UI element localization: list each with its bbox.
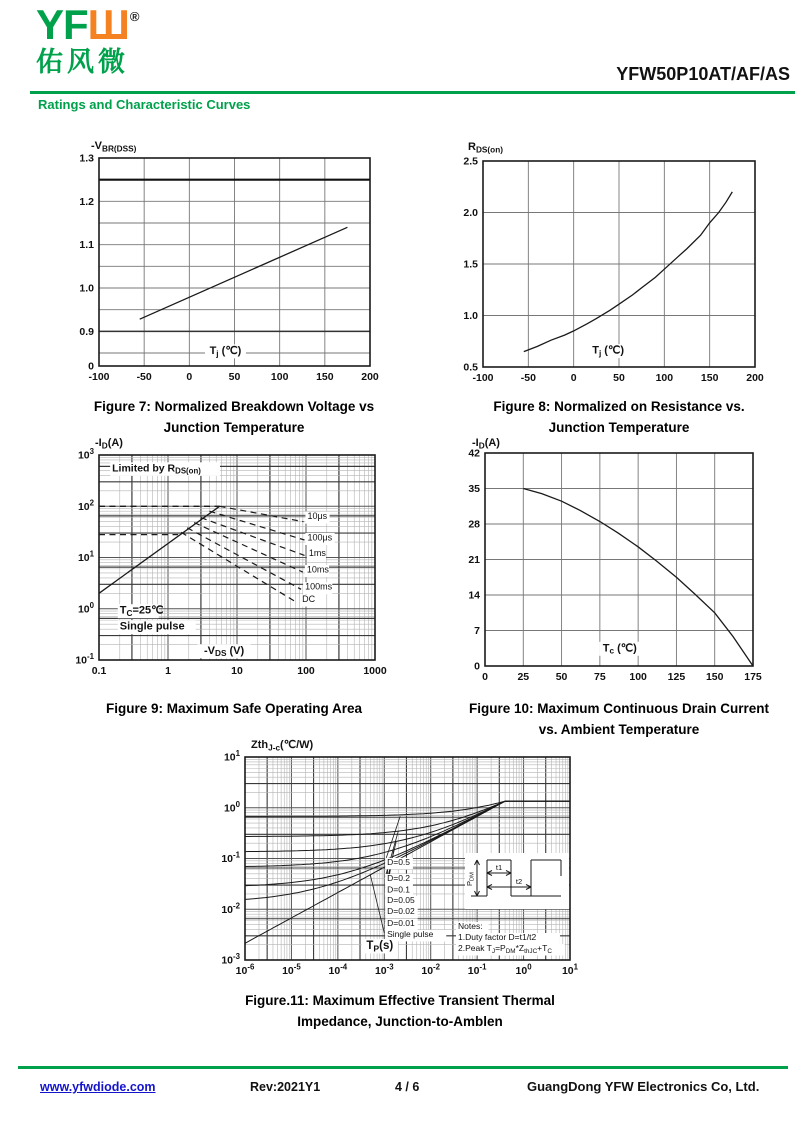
svg-text:42: 42 — [468, 447, 480, 460]
svg-text:1.3: 1.3 — [79, 152, 94, 165]
svg-text:D=0.2: D=0.2 — [387, 873, 411, 884]
svg-text:150: 150 — [705, 671, 724, 683]
svg-text:28: 28 — [468, 518, 480, 531]
figure8-caption — [443, 396, 795, 438]
svg-text:-VBR(DSS): $-V_{BR(DSS)}$ — [91, 140, 137, 154]
svg-text:101: $10^1$ — [77, 549, 94, 564]
fig11-svg — [215, 735, 600, 987]
svg-text:Single pulse: Single pulse — [387, 928, 434, 939]
svg-text:100: 100 — [270, 371, 289, 383]
svg-text:100: 100 — [297, 665, 315, 677]
svg-text:10-3: $10^{-3}$ — [221, 952, 240, 967]
footer-company-name: GuangDong YFW Electronics Co, Ltd. — [527, 1079, 760, 1094]
svg-text:200: 200 — [361, 371, 379, 383]
svg-text:150: 150 — [700, 372, 719, 384]
svg-text:1.Duty factor D=t1/t2: 1.Duty factor D=t1/t2 — [458, 932, 537, 942]
svg-text:-VDS (V): $-V_{DS}$ (V) — [203, 644, 245, 659]
svg-text:10-6: $10^{-6}$ — [235, 962, 255, 977]
fig7-svg — [55, 135, 400, 391]
svg-text:2.5: 2.5 — [463, 155, 478, 168]
svg-text:10-1: $10^{-1}$ — [221, 850, 240, 865]
svg-text:10-5: $10^{-5}$ — [282, 962, 301, 977]
svg-text:21: 21 — [468, 554, 480, 566]
section-title: Ratings and Characteristic Curves — [38, 97, 251, 112]
svg-text:100: $10^0$ — [515, 962, 532, 977]
caption-line: Junction Temperature — [163, 420, 305, 435]
caption-line: Junction Temperature — [548, 420, 690, 435]
svg-text:2.0: 2.0 — [463, 207, 478, 219]
svg-text:7: 7 — [474, 625, 480, 637]
logo-w-mark: Ш — [87, 1, 130, 48]
svg-text:14: 14 — [468, 589, 480, 602]
figure10-caption — [443, 698, 795, 740]
svg-text:TP(s): $T_P(s)$ — [366, 939, 394, 954]
svg-text:t1: t1 — [495, 863, 503, 872]
svg-text:Notes:: Notes: — [458, 921, 483, 931]
svg-text:Single pulse: Single pulse — [119, 620, 185, 633]
footer-website-link[interactable]: www.yfwdiode.com — [40, 1080, 156, 1094]
svg-text:0.5: 0.5 — [463, 361, 478, 374]
svg-text:-ID(A): $-I_D(A)$ — [95, 437, 123, 451]
svg-text:2.Peak TJ=PDM*ZthJC+TC: 2.Peak $T_J=P_{DM}*Z_{thJC}+T_C$ — [458, 943, 552, 955]
logo-chinese-text: 佑风微 — [36, 47, 129, 77]
svg-text:1.5: 1.5 — [463, 258, 478, 271]
svg-text:Tc (℃): $T_c$ (℃) — [602, 642, 637, 656]
svg-text:102: $10^2$ — [77, 498, 94, 513]
caption-line: Impedance, Junction-to-Amblen — [297, 1014, 503, 1029]
svg-text:100: $10^0$ — [77, 600, 94, 616]
svg-text:175: 175 — [744, 671, 762, 683]
svg-text:10-4: $10^{-4}$ — [328, 962, 348, 977]
svg-text:10-1: $10^{-1}$ — [75, 652, 94, 667]
svg-text:1.0: 1.0 — [463, 310, 478, 322]
svg-text:0: 0 — [88, 360, 94, 373]
figure10-drain-current-chart — [440, 432, 780, 695]
caption-line: Figure 9: Maximum Safe Operating Area — [105, 701, 363, 716]
footer-page-number: 4 / 6 — [395, 1080, 420, 1094]
registered-trademark-icon: ® — [129, 9, 140, 24]
svg-text:RDS(on): $R_{DS(on)}$ — [468, 141, 503, 155]
svg-text:101: $10^1$ — [223, 749, 240, 764]
svg-text:DC: DC — [302, 594, 316, 605]
svg-text:-100: -100 — [88, 371, 110, 383]
svg-text:103: $10^3$ — [77, 447, 94, 462]
svg-text:-ID(A): $-I_D(A)$ — [472, 437, 500, 451]
svg-text:0: 0 — [186, 371, 193, 383]
svg-text:10-2: $10^{-2}$ — [421, 962, 441, 977]
svg-text:1.2: 1.2 — [79, 195, 94, 208]
figure7-breakdown-voltage-chart — [55, 135, 400, 396]
figure9-caption — [58, 698, 410, 719]
figure11-thermal-impedance-chart — [215, 735, 600, 992]
fig10-svg — [440, 432, 780, 690]
svg-text:ZthJ-c(℃/W): Zth$_{J-c}$(℃/W) — [251, 739, 314, 753]
svg-text:100μs: 100μs — [307, 532, 333, 543]
svg-text:1ms: 1ms — [308, 547, 326, 558]
figure11-caption — [200, 990, 600, 1032]
svg-text:10ms: 10ms — [306, 564, 329, 575]
svg-text:-50: -50 — [520, 372, 536, 384]
svg-text:50: 50 — [228, 371, 241, 383]
fig8-svg — [440, 135, 780, 391]
svg-text:TC=25℃: $T_C=25℃$ — [119, 604, 164, 619]
svg-text:10-1: $10^{-1}$ — [467, 962, 487, 977]
brand-logo — [36, 1, 140, 77]
svg-text:200: 200 — [746, 372, 764, 384]
caption-line: Figure 8: Normalized on Resistance vs. — [493, 399, 745, 414]
header-divider — [30, 91, 795, 94]
footer-revision: Rev:2021Y1 — [250, 1080, 321, 1094]
svg-text:0: 0 — [482, 671, 488, 683]
svg-text:10-3: $10^{-3}$ — [374, 962, 394, 977]
svg-text:D=0.1: D=0.1 — [387, 884, 411, 895]
figure9-safe-operating-area-chart — [55, 432, 400, 695]
svg-text:1: 1 — [165, 665, 171, 677]
svg-text:25: 25 — [517, 671, 530, 683]
svg-text:10-2: $10^{-2}$ — [221, 901, 240, 916]
svg-text:-100: -100 — [472, 372, 494, 384]
svg-text:0: 0 — [474, 660, 480, 673]
footer-divider — [18, 1066, 788, 1069]
svg-text:10μs: 10μs — [307, 511, 328, 522]
svg-text:101: $10^1$ — [561, 962, 579, 977]
svg-text:1.0: 1.0 — [79, 282, 94, 295]
svg-text:35: 35 — [468, 483, 480, 495]
svg-text:D=0.5: D=0.5 — [387, 856, 411, 867]
logo-yf-text: YF — [36, 1, 88, 48]
svg-text:150: 150 — [316, 371, 334, 383]
fig9-svg — [55, 432, 400, 690]
svg-text:0: 0 — [570, 372, 577, 384]
caption-line: Figure 10: Maximum Continuous Drain Current — [468, 701, 770, 716]
svg-text:D=0.05: D=0.05 — [387, 894, 415, 905]
svg-text:D=0.02: D=0.02 — [387, 906, 415, 917]
svg-text:10: 10 — [231, 665, 243, 677]
svg-text:Tj (℃): $T_j$ (℃) — [209, 344, 242, 359]
svg-text:PDM: $P_{DM}$ — [465, 872, 476, 886]
svg-text:125: 125 — [667, 671, 686, 683]
svg-text:Tj (℃): $T_j$ (℃) — [592, 344, 625, 359]
svg-text:0.9: 0.9 — [79, 325, 94, 338]
svg-text:D=0.01: D=0.01 — [387, 917, 415, 928]
caption-line: Figure 7: Normalized Breakdown Voltage vs — [93, 399, 375, 414]
svg-text:50: 50 — [613, 372, 625, 384]
caption-line: vs. Ambient Temperature — [538, 722, 700, 737]
svg-text:100: $10^0$ — [223, 799, 240, 815]
svg-text:100ms: 100ms — [305, 581, 333, 592]
svg-text:100: 100 — [655, 372, 674, 384]
svg-text:-50: -50 — [136, 371, 152, 383]
svg-text:1000: 1000 — [363, 665, 387, 677]
figure7-caption — [58, 396, 410, 438]
figure8-on-resistance-chart — [440, 135, 780, 396]
svg-text:50: 50 — [555, 671, 568, 683]
caption-line: Figure.11: Maximum Effective Transient Thermal — [245, 993, 555, 1008]
svg-text:100: 100 — [629, 671, 647, 683]
svg-text:75: 75 — [594, 671, 606, 683]
svg-text:0.1: 0.1 — [91, 665, 107, 677]
svg-text:Limited by RDS(on): Limited by $R_{DS(on)}$ — [112, 462, 201, 476]
part-number: YFW50P10AT/AF/AS — [616, 64, 790, 84]
svg-text:1.1: 1.1 — [79, 239, 94, 252]
svg-text:t2: t2 — [515, 877, 523, 886]
